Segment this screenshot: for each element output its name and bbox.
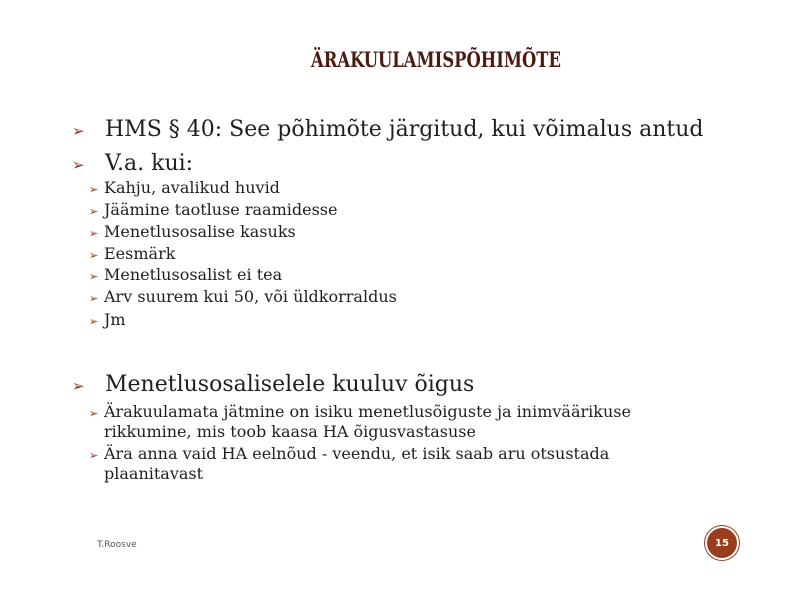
bullet-text: V.a. kui: bbox=[105, 151, 194, 176]
arrow-bullet-icon: ➢ bbox=[72, 122, 85, 140]
arrow-bullet-icon: ➢ bbox=[89, 407, 99, 420]
page-number-badge bbox=[707, 528, 737, 558]
sub-bullet-item bbox=[89, 244, 704, 266]
arrow-bullet-icon: ➢ bbox=[89, 205, 99, 218]
arrow-bullet-icon: ➢ bbox=[89, 183, 99, 196]
sub-bullet-item bbox=[89, 444, 704, 484]
sub-bullet-item bbox=[89, 200, 704, 222]
arrow-bullet-icon: ➢ bbox=[89, 249, 99, 262]
sub-bullet-item bbox=[89, 178, 704, 200]
slide-title: ÄRAKUULAMISPÕHIMÕTE bbox=[311, 47, 561, 72]
sub-bullet-text: Ärakuulamata jätmine on isiku menetlusõiguste ja inimväärikuse rikkumine, mis toob kaasa HA õigusvastasuse bbox=[104, 402, 631, 441]
arrow-bullet-icon: ➢ bbox=[89, 315, 99, 328]
sub-bullet-text: Kahju, avalikud huvid bbox=[104, 178, 280, 197]
bullet-text: HMS § 40: See põhimõte järgitud, kui võimalus antud bbox=[105, 117, 704, 142]
arrow-bullet-icon: ➢ bbox=[89, 292, 99, 305]
sub-bullet-item bbox=[89, 287, 704, 309]
sub-bullet-item bbox=[89, 402, 704, 442]
arrow-bullet-icon: ➢ bbox=[89, 449, 99, 462]
sub-bullet-text: Jäämine taotluse raamidesse bbox=[104, 200, 338, 219]
sub-bullet-text: Jm bbox=[104, 310, 126, 329]
sub-bullet-item bbox=[89, 222, 704, 244]
footer-author: T.Roosve bbox=[97, 540, 137, 550]
sub-bullet-text: Arv suurem kui 50, või üldkorraldus bbox=[104, 287, 397, 306]
arrow-bullet-icon: ➢ bbox=[89, 227, 99, 240]
sub-bullet-text: Eesmärk bbox=[104, 244, 176, 263]
arrow-bullet-icon: ➢ bbox=[72, 156, 85, 174]
page-number: 15 bbox=[715, 537, 729, 549]
sub-bullet-text: Menetlusosalise kasuks bbox=[104, 222, 296, 241]
arrow-bullet-icon: ➢ bbox=[72, 377, 85, 395]
bullet-exceptions bbox=[72, 151, 193, 176]
sub-bullet-item bbox=[89, 265, 704, 287]
sub-bullet-text: Menetlusosalist ei tea bbox=[104, 265, 283, 284]
bullet-participant-right bbox=[72, 372, 474, 397]
sub-bullet-item bbox=[89, 310, 704, 332]
bullet-hms-40 bbox=[72, 117, 704, 142]
bullet-text: Menetlusosaliselele kuuluv õigus bbox=[105, 372, 475, 397]
arrow-bullet-icon: ➢ bbox=[89, 270, 99, 283]
sub-bullet-text: Ära anna vaid HA eelnõud - veendu, et isik saab aru otsustada plaanitavast bbox=[104, 444, 610, 483]
